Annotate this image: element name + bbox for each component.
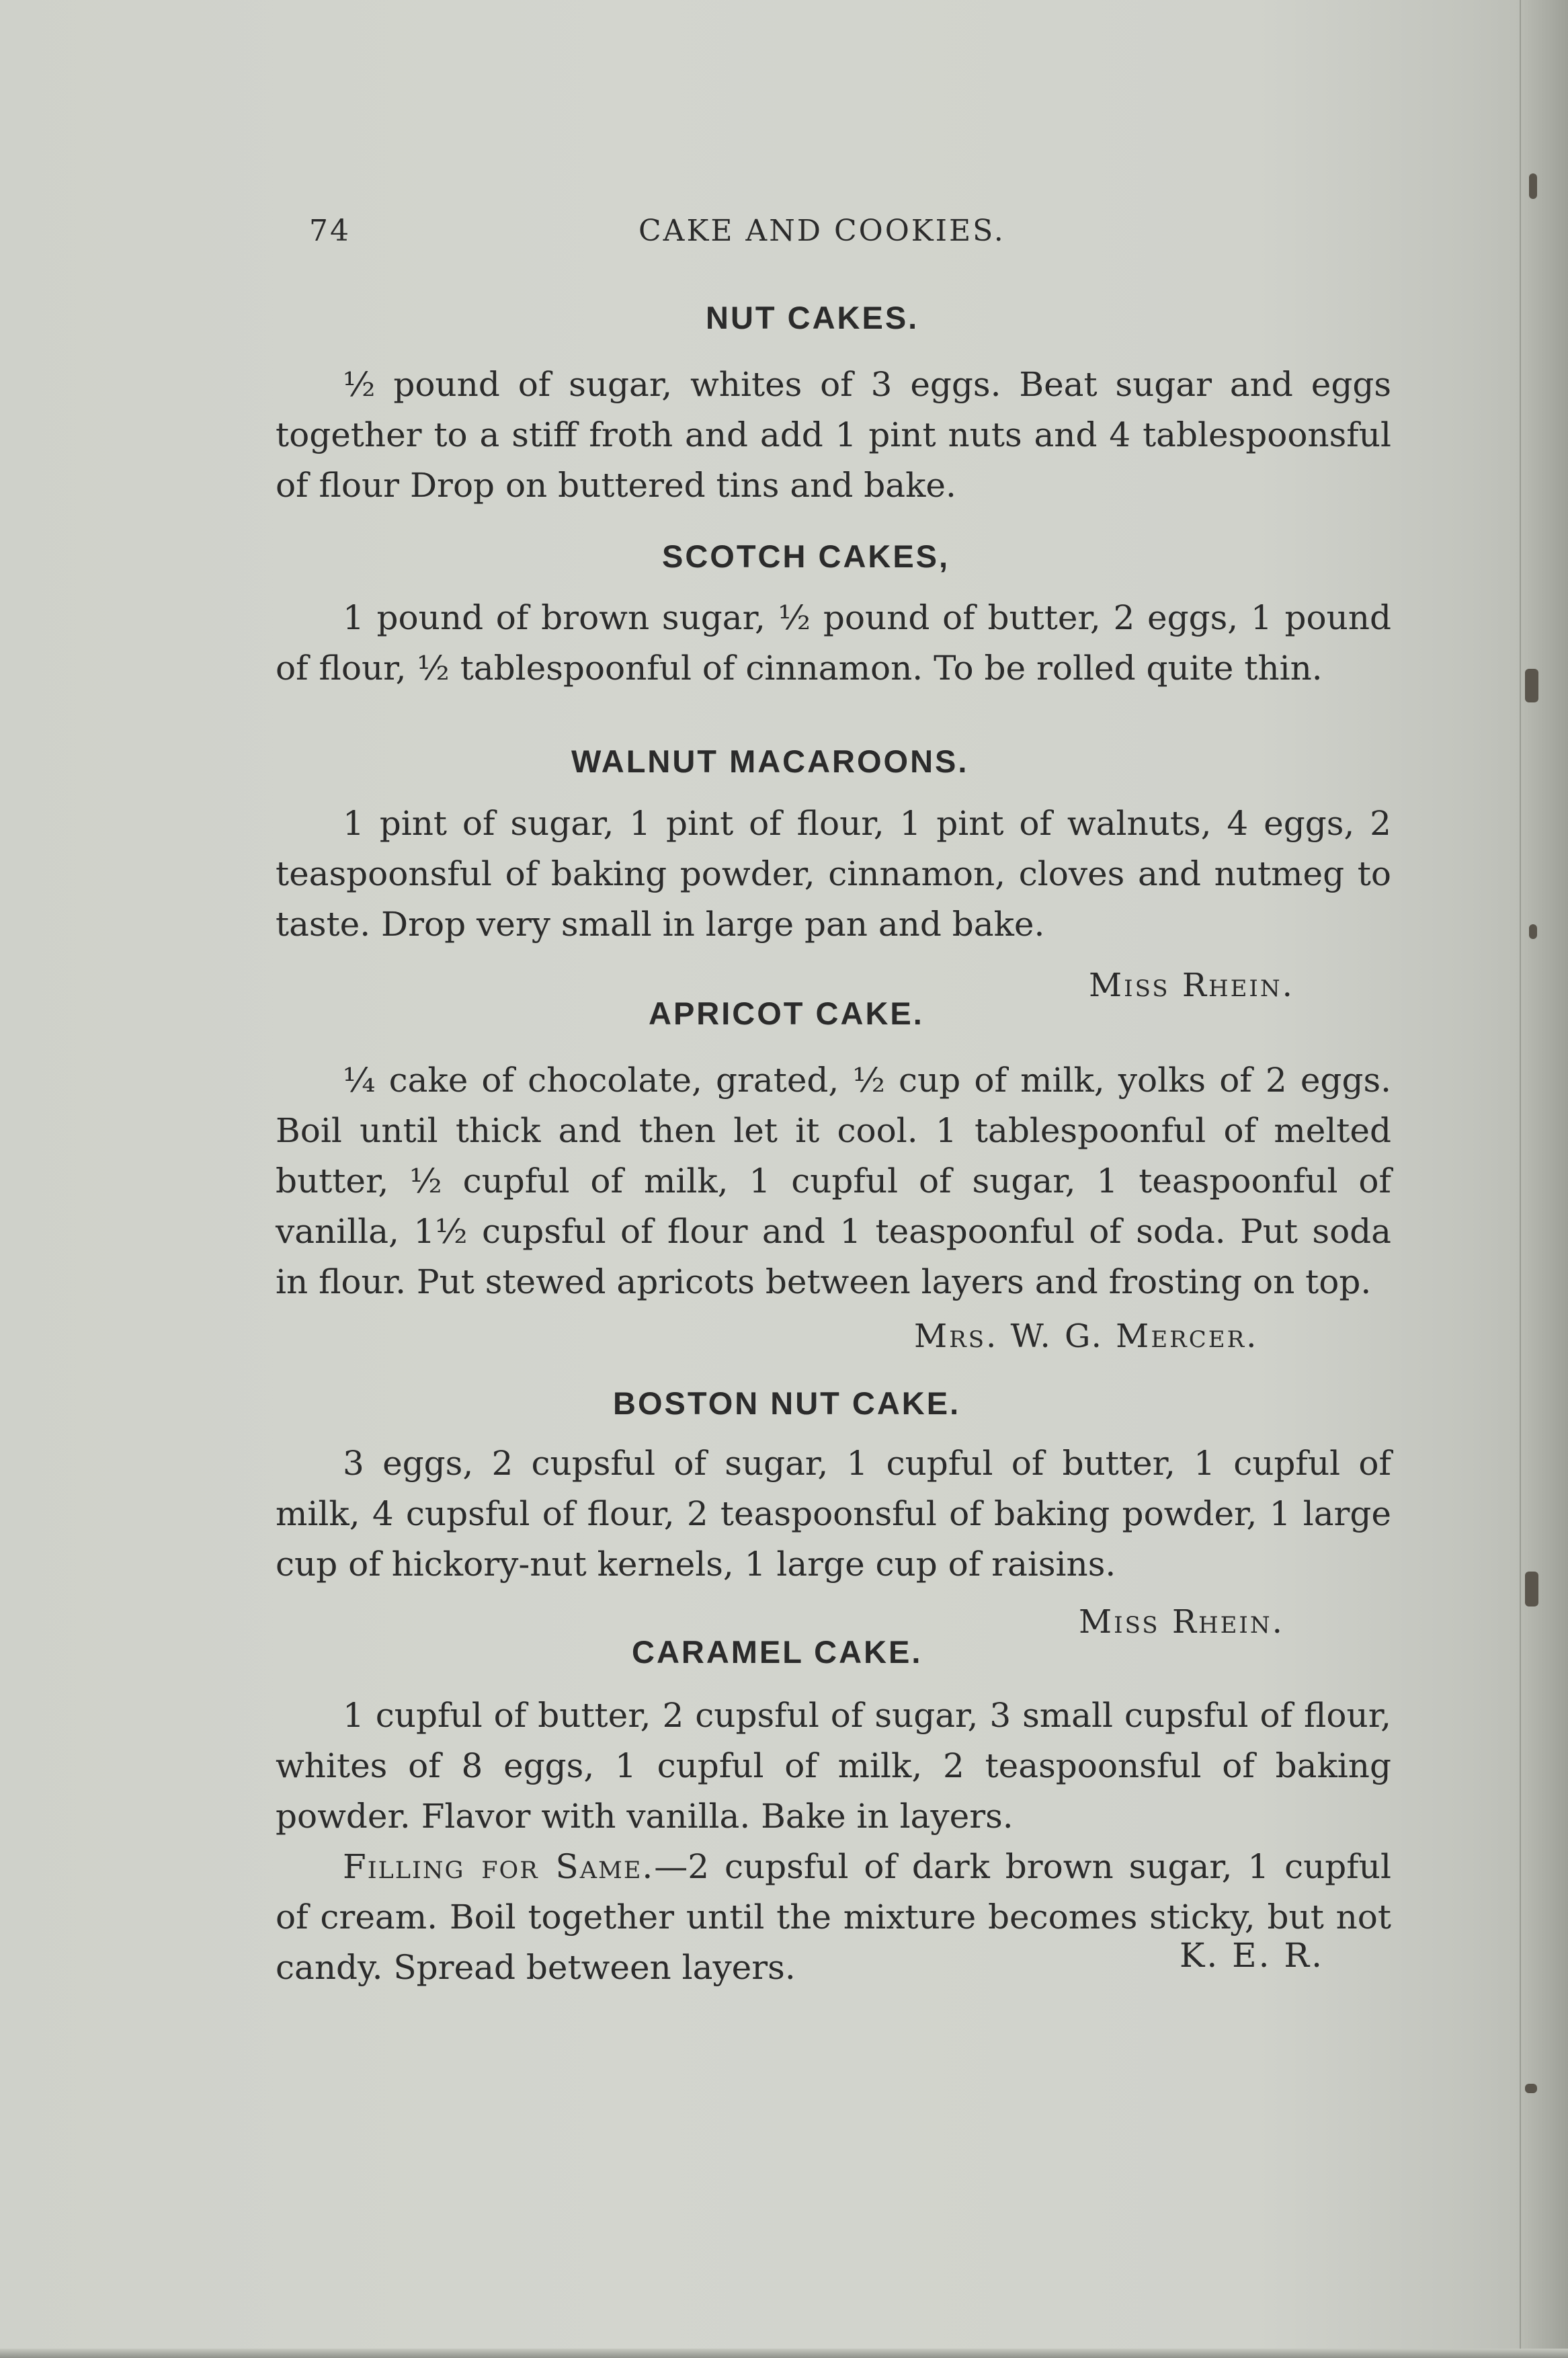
binding-mark <box>1525 1572 1538 1607</box>
binding-mark <box>1529 924 1537 939</box>
recipe-attribution: K. E. R. <box>1180 1936 1324 1975</box>
recipe-body: ½ pound of sugar, whites of 3 eggs. Beat sugar and eggs together to a stiff froth and add 1 pint nuts and 4 tablespoonsful of flour Drop on buttered tins and bake. <box>276 365 1391 505</box>
page-bottom-edge <box>0 2349 1568 2358</box>
recipe-title: SCOTCH CAKES, <box>662 538 950 574</box>
binding-mark <box>1525 669 1538 702</box>
recipe-attribution: Miss Rhein. <box>1089 967 1294 1004</box>
page-header-title: CAKE AND COOKIES. <box>638 214 1005 248</box>
recipe-body: 1 cupful of butter, 2 cupsful of sugar, 3 small cupsful of flour, whites of 8 eggs, 1 cupful of milk, 2 teaspoonsful of baking powder. Flavor with vanilla. Bake in layers. <box>276 1696 1391 1836</box>
recipe-body: 1 pint of sugar, 1 pint of flour, 1 pint of walnuts, 4 eggs, 2 teaspoonsful of baking powder, cinnamon, cloves and nutmeg to taste. Drop very small in large pan and bake. <box>276 804 1391 944</box>
recipe-title: APRICOT CAKE. <box>649 995 924 1031</box>
recipe-title: BOSTON NUT CAKE. <box>613 1385 961 1421</box>
recipe-title: WALNUT MACAROONS. <box>571 743 969 779</box>
recipe-body: ¼ cake of chocolate, grated, ½ cup of milk, yolks of 2 eggs. Boil until thick and then let it cool. 1 tablespoonful of melted butter, ½ cupful of milk, 1 cupful of sugar, 1 teaspoonful of vanilla, 1½ cupsful of flour and 1 teaspoonful of soda. Put soda in flour. Put stewed apricots between layers and frosting on top. <box>276 1061 1391 1301</box>
recipe-title: CARAMEL CAKE. <box>632 1634 923 1670</box>
recipe-body: 3 eggs, 2 cupsful of sugar, 1 cupful of butter, 1 cupful of milk, 4 cupsful of flour, 2 teaspoonsful of baking powder, 1 large cup of hickory-nut kernels, 1 large cup of raisins. <box>276 1444 1391 1584</box>
recipe-title: NUT CAKES. <box>706 300 919 335</box>
recipe-attribution: Mrs. W. G. Mercer. <box>914 1317 1259 1355</box>
recipe-attribution: Miss Rhein. <box>1079 1603 1284 1641</box>
filling-label: Filling for Same. <box>343 1847 655 1886</box>
binding-mark <box>1529 173 1537 199</box>
recipe-body: 1 pound of brown sugar, ½ pound of butter, 2 eggs, 1 pound of flour, ½ tablespoonful of cinnamon. To be rolled quite thin. <box>276 598 1391 688</box>
book-gutter <box>1520 0 1568 2358</box>
filling-body: —2 cupsful of dark brown sugar, 1 cupful of cream. Boil together until the mixture becomes sticky, but not candy. Spread between layers. <box>276 1847 1391 1987</box>
running-head <box>309 214 1358 261</box>
page-number: 74 <box>309 214 351 248</box>
binding-mark <box>1525 2084 1537 2093</box>
